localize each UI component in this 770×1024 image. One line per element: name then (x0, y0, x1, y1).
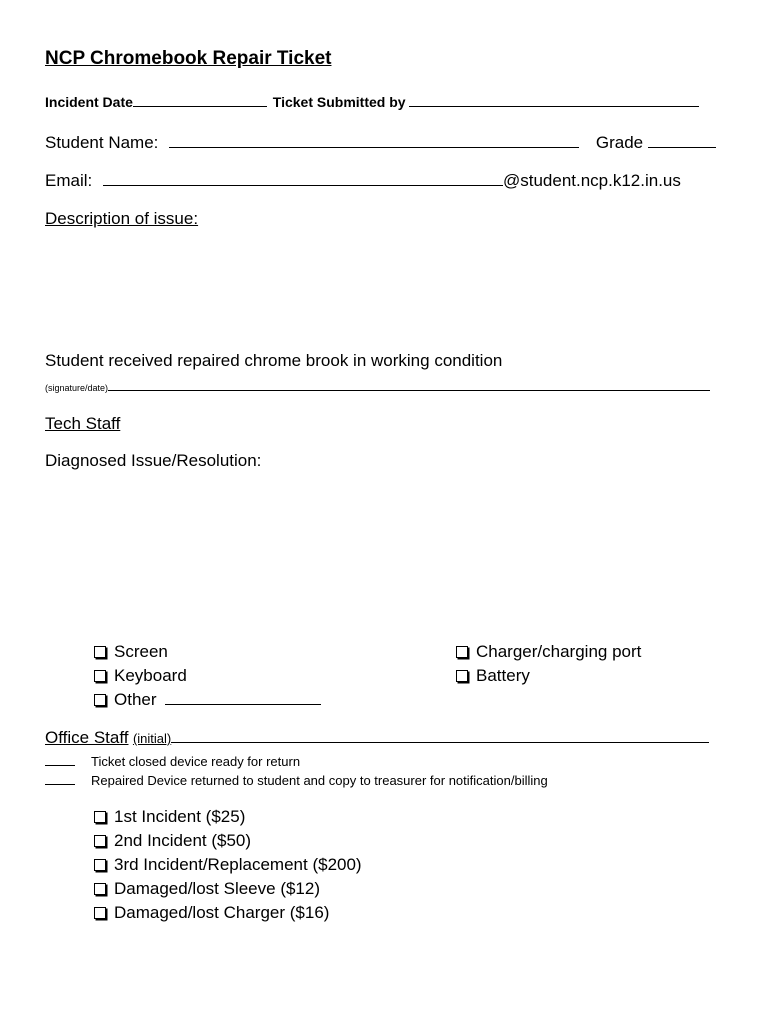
other-field[interactable] (165, 692, 321, 705)
checklist-label: Screen (114, 642, 168, 661)
charge-item[interactable] (94, 901, 362, 925)
signature-label: (signature/date) (45, 383, 109, 393)
charge-label: 2nd Incident ($50) (114, 831, 252, 850)
charge-label: 3rd Incident/Replacement ($200) (114, 855, 362, 874)
incident-date-label: Incident Date (45, 94, 133, 110)
student-name-row (45, 133, 716, 153)
office-initial-field[interactable] (171, 728, 709, 743)
email-row (45, 171, 681, 191)
description-label: Description of issue: (45, 209, 199, 228)
checkbox[interactable] (456, 646, 468, 658)
checkbox[interactable] (94, 811, 106, 823)
form-title: NCP Chromebook Repair Ticket (45, 48, 332, 69)
checklist-item-screen[interactable] (94, 640, 321, 664)
office-staff-row (45, 728, 709, 748)
student-name-label: Student Name: (45, 133, 159, 152)
incident-date-field[interactable] (133, 94, 267, 107)
office-step-row (45, 772, 548, 788)
initial-label: (initial) (132, 731, 172, 746)
checklist-item-battery[interactable] (456, 664, 641, 688)
incident-date-row (45, 94, 699, 110)
charges-checklist (94, 805, 362, 925)
checklist-label: Other (114, 690, 157, 709)
office-step-blank[interactable] (45, 753, 75, 766)
office-step-row (45, 753, 300, 769)
checkbox[interactable] (94, 859, 106, 871)
charge-label: Damaged/lost Sleeve ($12) (114, 879, 321, 898)
charge-item[interactable] (94, 829, 362, 853)
checkbox[interactable] (94, 670, 106, 682)
checkbox[interactable] (94, 835, 106, 847)
email-label: Email: (45, 171, 93, 190)
checklist-label: Battery (476, 666, 530, 685)
diagnosed-label: Diagnosed Issue/Resolution: (45, 451, 262, 470)
charge-label: Damaged/lost Charger ($16) (114, 903, 330, 922)
email-domain: @student.ncp.k12.in.us (502, 171, 681, 190)
checklist-label: Keyboard (114, 666, 187, 685)
student-name-field[interactable] (169, 135, 579, 148)
signature-field[interactable] (108, 380, 710, 391)
grade-label: Grade (595, 133, 644, 152)
checkbox[interactable] (94, 694, 106, 706)
tech-staff-heading: Tech Staff (45, 414, 121, 433)
ticket-submitted-label: Ticket Submitted by (272, 94, 406, 110)
office-step-blank[interactable] (45, 772, 75, 785)
checkbox[interactable] (94, 907, 106, 919)
tech-checklist-right (456, 640, 641, 688)
email-field[interactable] (103, 173, 503, 186)
checklist-item-other[interactable] (94, 688, 321, 712)
checklist-label: Charger/charging port (476, 642, 642, 661)
signature-row (45, 378, 710, 396)
tech-checklist-left (94, 640, 321, 712)
checklist-item-keyboard[interactable] (94, 664, 321, 688)
charge-item[interactable] (94, 853, 362, 877)
checkbox[interactable] (94, 646, 106, 658)
office-staff-heading: Office Staff (45, 728, 129, 747)
charge-item[interactable] (94, 805, 362, 829)
checklist-item-charger[interactable] (456, 640, 641, 664)
office-step-label: Ticket closed device ready for return (91, 754, 301, 769)
charge-item[interactable] (94, 877, 362, 901)
checkbox[interactable] (94, 883, 106, 895)
office-step-label: Repaired Device returned to student and copy to treasurer for notification/billing (91, 773, 548, 788)
checkbox[interactable] (456, 670, 468, 682)
grade-field[interactable] (648, 135, 716, 148)
charge-label: 1st Incident ($25) (114, 807, 246, 826)
received-statement: Student received repaired chrome brook in working condition (45, 351, 503, 370)
ticket-submitted-field[interactable] (409, 94, 699, 107)
